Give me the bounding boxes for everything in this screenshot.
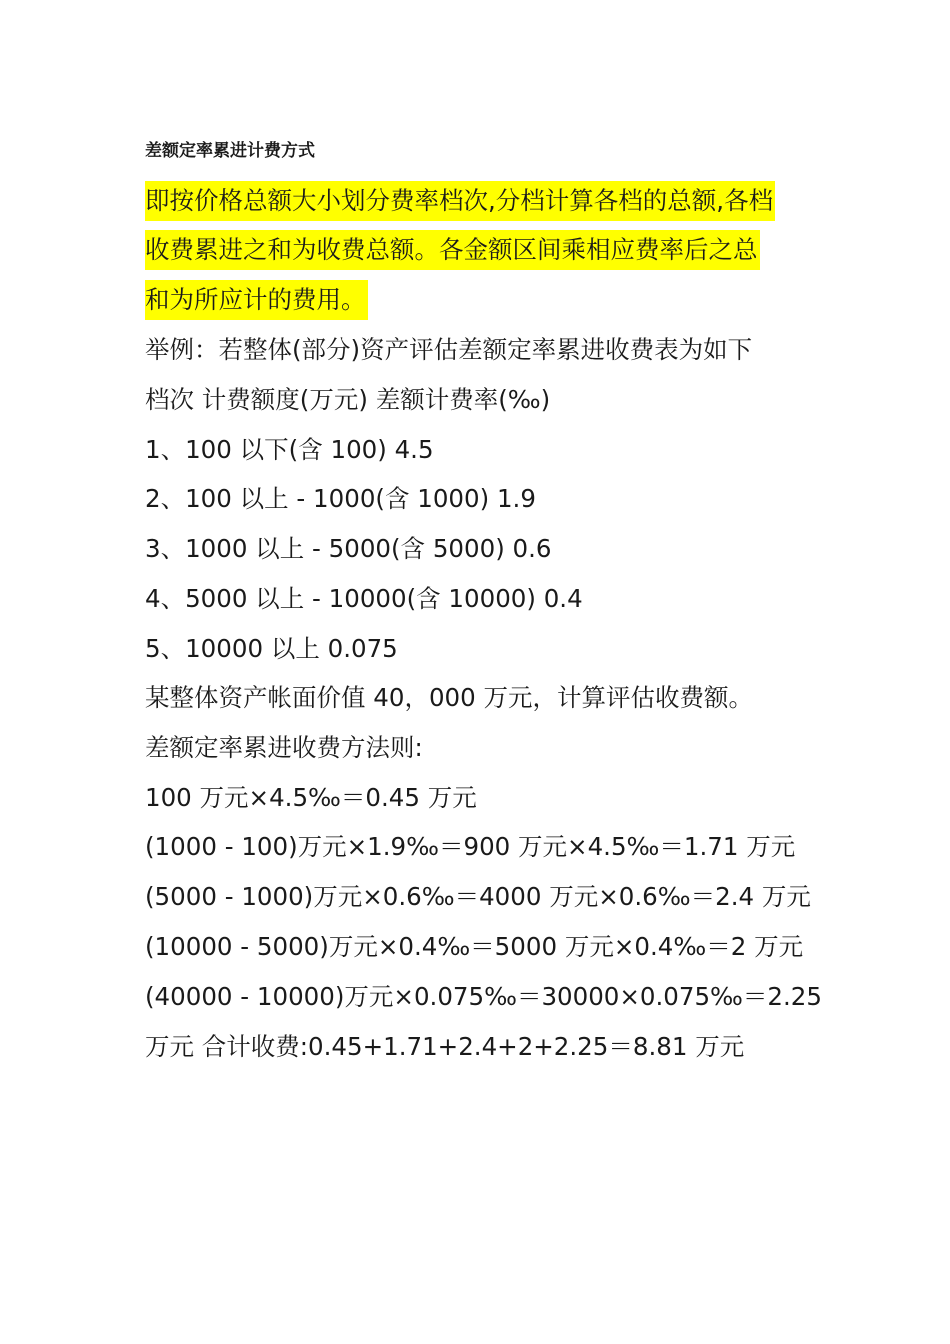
calculation-line: (40000 - 10000)万元×0.075‰＝30000×0.075‰＝2.25 [145, 982, 822, 1011]
fee-tier-row: 1、100 以下(含 100) 4.5 [145, 435, 434, 464]
highlighted-definition-line-3 [145, 280, 368, 320]
fee-tier-row: 3、1000 以上 - 5000(含 5000) 0.6 [145, 534, 552, 563]
fee-tier-row: 5、10000 以上 0.075 [145, 634, 398, 663]
calculation-line: 100 万元×4.5‰＝0.45 万元 [145, 783, 477, 812]
highlighted-text: 即按价格总额大小划分费率档次,分档计算各档的总额,各档 [145, 181, 775, 221]
method-heading: 差额定率累进收费方法则: [145, 733, 423, 762]
highlighted-text: 收费累进之和为收费总额。各金额区间乘相应费率后之总 [145, 230, 760, 270]
document-title: 差额定率累进计费方式 [145, 141, 315, 161]
fee-table-header: 档次 计费额度(万元) 差额计费率(‰) [145, 385, 551, 414]
calculation-line: (10000 - 5000)万元×0.4‰＝5000 万元×0.4‰＝2 万元 [145, 932, 804, 961]
fee-tier-row: 4、5000 以上 - 10000(含 10000) 0.4 [145, 584, 583, 613]
highlighted-definition-line-1 [145, 181, 775, 221]
calculation-line: (1000 - 100)万元×1.9‰＝900 万元×4.5‰＝1.71 万元 [145, 832, 796, 861]
total-fee-line: 万元 合计收费:0.45+1.71+2.4+2+2.25＝8.81 万元 [145, 1032, 745, 1061]
highlighted-definition-line-2 [145, 230, 760, 270]
highlighted-text: 和为所应计的费用。 [145, 280, 368, 320]
fee-tier-row: 2、100 以上 - 1000(含 1000) 1.9 [145, 484, 536, 513]
calculation-line: (5000 - 1000)万元×0.6‰＝4000 万元×0.6‰＝2.4 万元 [145, 882, 811, 911]
problem-statement: 某整体资产帐面价值 40，000 万元，计算评估收费额。 [145, 683, 754, 712]
example-intro: 举例：若整体(部分)资产评估差额定率累进收费表为如下 [145, 335, 753, 364]
